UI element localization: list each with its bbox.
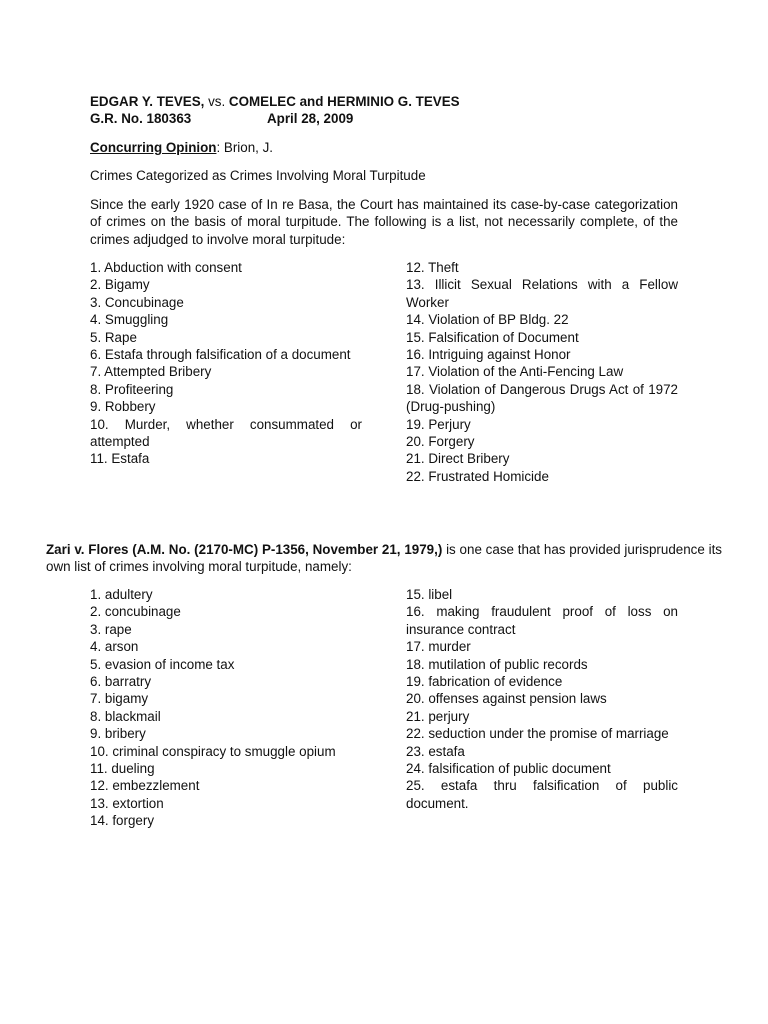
list-item: 2. concubinage	[90, 604, 181, 620]
petitioner-name: EDGAR Y. TEVES,	[90, 94, 205, 109]
case-number-line	[90, 110, 690, 127]
list-item: 25. estafa thru falsification of public document.	[406, 778, 678, 811]
list-item: 16. Intriguing against Honor	[406, 347, 571, 363]
list-item: 9. Robbery	[90, 399, 156, 415]
list-item: 22. seduction under the promise of marriage	[406, 726, 669, 742]
list-item: 7. bigamy	[90, 691, 149, 707]
list-item: 17. murder	[406, 639, 471, 655]
list-item: 24. falsification of public document	[406, 761, 611, 777]
list-item: 7. Attempted Bribery	[90, 364, 212, 380]
zari-paragraph	[46, 541, 722, 576]
list-item: 23. estafa	[406, 743, 465, 759]
list-item: 18. mutilation of public records	[406, 656, 588, 672]
list-item: 18. Violation of Dangerous Drugs Act of 1972 (Drug-pushing)	[406, 381, 678, 415]
list-item: 14. forgery	[90, 813, 155, 829]
list-item: 21. Direct Bribery	[406, 451, 510, 467]
list-item: 13. extortion	[90, 795, 164, 811]
opinion-author: : Brion, J.	[216, 140, 274, 155]
versus-text: vs.	[204, 94, 229, 109]
intro-paragraph: Since the early 1920 case of In re Basa, the Court has maintained its case-by-case categorization of crimes on the basis of moral turpitude. The following is a list, not necessarily complete, of the crimes adjudged to involve moral turpitude:	[90, 197, 678, 247]
list-item: 3. rape	[90, 621, 132, 637]
list-item: 12. embezzlement	[90, 778, 200, 794]
list-item: 11. dueling	[90, 761, 155, 777]
list-item: 6. barratry	[90, 674, 152, 690]
list1-left-column	[90, 259, 362, 468]
case-title	[90, 93, 690, 110]
list-item: 15. Falsification of Document	[406, 329, 579, 345]
list-item: 4. arson	[90, 639, 139, 655]
list-item: 6. Estafa through falsification of a document	[90, 347, 351, 363]
list-item: 22. Frustrated Homicide	[406, 468, 549, 484]
list-item: 20. offenses against pension laws	[406, 691, 607, 707]
list1-right-column	[406, 259, 678, 485]
list-item: 16. making fraudulent proof of loss on insurance contract	[406, 604, 678, 637]
list-item: 1. Abduction with consent	[90, 260, 242, 275]
list-item: 19. fabrication of evidence	[406, 674, 563, 690]
list-item: 11. Estafa	[90, 451, 150, 467]
decision-date: April 28, 2009	[267, 111, 354, 126]
list-item: 21. perjury	[406, 708, 470, 724]
list-item: 8. blackmail	[90, 708, 161, 724]
list-item: 8. Profiteering	[90, 381, 174, 397]
list2-left-column	[90, 586, 362, 830]
list-item: 5. evasion of income tax	[90, 656, 235, 672]
subtitle: Crimes Categorized as Crimes Involving Moral Turpitude	[90, 168, 426, 183]
list-item: 9. bribery	[90, 726, 146, 742]
list-item: 14. Violation of BP Bldg. 22	[406, 312, 569, 328]
list-item: 17. Violation of the Anti-Fencing Law	[406, 364, 624, 380]
zari-citation: Zari v. Flores (A.M. No. (2170-MC) P-1356, November 21, 1979,)	[46, 542, 443, 557]
list-item: 1. adultery	[90, 587, 153, 602]
list-item: 13. Illicit Sexual Relations with a Fellow Worker	[406, 277, 678, 310]
list-item: 2. Bigamy	[90, 277, 150, 293]
gr-number: G.R. No. 180363	[90, 111, 192, 126]
opinion-line	[90, 139, 690, 156]
opinion-label: Concurring Opinion	[90, 140, 217, 155]
respondents-name: COMELEC and HERMINIO G. TEVES	[228, 94, 460, 109]
list-item: 19. Perjury	[406, 416, 471, 432]
list-item: 15. libel	[406, 587, 453, 602]
list2-right-column	[406, 586, 678, 812]
list-item: 20. Forgery	[406, 434, 475, 450]
zari-text: is one case that has provided jurisprudence its own list of crimes involving moral turpitude, namely:	[46, 542, 722, 575]
list-item: 10. criminal conspiracy to smuggle opium	[90, 743, 336, 759]
list-item: 4. Smuggling	[90, 312, 169, 328]
list-item: 3. Concubinage	[90, 294, 184, 310]
list-item: 5. Rape	[90, 329, 137, 345]
list-item: 10. Murder, whether consummated or attempted	[90, 416, 362, 450]
list-item: 12. Theft	[406, 260, 459, 275]
